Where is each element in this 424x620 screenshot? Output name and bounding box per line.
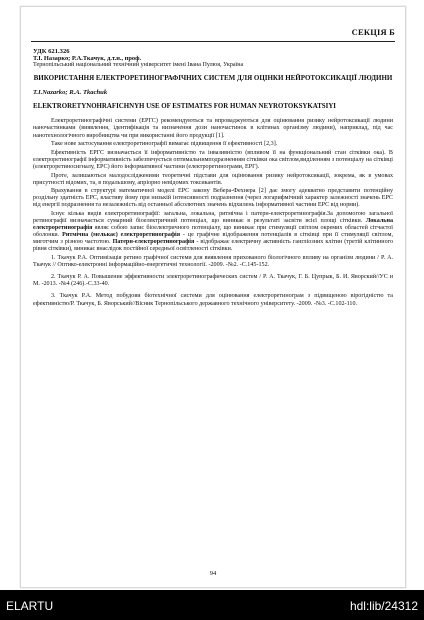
term-local-erg: Локальна електроретинографія [33, 218, 394, 232]
title-english: ELEKTRORETYNOHRAFICHNYH USE OF ESTIMATES FOR HUMAN NEYROTOKSYKATSIYI [33, 103, 336, 111]
pattern-erg-desc: - відображає електричну активність гангліозних клітин (третій клітинного рівня сітківки), виникає внаслідок постійної середньої освітленості сітківки. [33, 239, 394, 253]
references [33, 255, 393, 308]
authors-ukrainian: Т.І. Назарко; Р.А.Ткачук, д.т.н., проф. [33, 55, 142, 63]
paragraph: Врахування в структурі математичної моделі ЕРС закону Вебера-Фехнера [2] дає змогу адекватно представити потенційну роздільну здатність ЕРС, властиву йому при низькій інтенсивності подразнення (через логарифмічний характер залежності значень ЕРС від енергії подразнення та незалежність від останньої абсолютних значень відхилень інформативної частини ЕРС від норми). [33, 188, 393, 209]
page-content [33, 47, 393, 313]
document-page [20, 6, 406, 588]
paragraph: Електроретинографічні системи (ЕРГС) рекомендуються та впроваджуються для оцінювання ризику нейротоксикації людини наночастинками (виявлення, ідентифікація та визначення дози наночастинок в клітинах організму людини), наприклад, під час нанотехнологічного виробництва чи при використанні його продукції [1]. [33, 118, 393, 139]
reference-item: 2. Ткачук Р. А. Повышение эффективности электроретинографических систем / Р. А. Ткачук, Г. Б. Цупрык, Б. И. Яворский//УС и М. -2013. -№4 (246).-С.33-40. [33, 274, 393, 288]
repository-label: ELARTU [6, 599, 54, 613]
udk-code: УДК 621.326 [33, 48, 70, 55]
rhythmic-erg-desc: - це графічне відображення потенціалів в сітківці при її стимуляції світлом, миготчим з різною частотою. [33, 232, 393, 246]
term-rhythmic-erg: Ритмічна (мелькає) електроретинографія [62, 232, 181, 239]
affiliation: Тернопільський національний технічний університет імені Івана Пулюя, Україна [33, 62, 244, 69]
local-erg-desc: являє собою запис біоелектричного потенціалу, що виникає при стимуляції світлом окремих областей сітчастої оболонки. [33, 225, 393, 239]
page-number: 94 [209, 570, 217, 577]
paragraph-types-intro: Існує кілька видів електроретинографії: загальна, локальна, ритмічна і патерн-електроретинографія.За допомогою загальної ретинографії визначається сумарний біоелектричний потенціал, що виникає в результаті засвіти всієї площі сітківки. [33, 211, 393, 225]
header-rule [31, 41, 395, 42]
term-pattern-erg: Патерн-електроретинографія [112, 239, 195, 246]
footer-bar [0, 590, 424, 620]
section-tag: СЕКЦІЯ Б [351, 27, 395, 37]
paragraph: Таке нове застосування електроретинографії вимагає підвищення її ефективності [2,3]. [51, 141, 278, 148]
paragraph: Ефективність ЕРГС визначається її інформативністю та інвазивністю (впливом її на функціональний стан сітківки ока). В електроретинографії інформативність забезпечується оптимальнимподразненням сітківки ока світлом,виділенням з потенціалу на сітківці (електроретиносигналу, ЕРС) його інформативної частини (електроретинограми, ЕРГ). [33, 149, 393, 170]
handle-link[interactable]: hdl:lib/24312 [349, 599, 418, 613]
authors-english: T.I.Nazarko; R.A. Tkachuk [33, 89, 108, 97]
reference-item: 1. Ткачук Р.А. Оптимізація ретино графічної системи для виявлення прихованого біологічного впливу на організм людини / Р. А. Ткачук // Оптико-електронні інформаційно-енергетичні технології. -2009. -№2. -С.145-152. [33, 255, 393, 269]
paragraph-types [33, 211, 393, 254]
body-text [33, 118, 393, 253]
reference-item: 3. Ткачук Р.А. Метод побудови біотехнічної системи для оцінювання електроретинограм з підвищеною вірогідністю та ефективністю/Р. Ткачук, Б. Яворський//Вісник Тернопільського державного технічного університету. -2009. -№3. -С.102-110. [33, 293, 393, 307]
title-ukrainian: ВИКОРИСТАННЯ ЕЛЕКТРОРЕТИНОГРАФІЧНИХ СИСТЕМ ДЛЯ ОЦІНКИ НЕЙРОТОКСИКАЦІЇ ЛЮДИНИ [33, 74, 393, 83]
paragraph: Проте, залишаються малодослідженими теоретичні підстави для оцінювання ризику нейротоксикації, зокрема, як в умовах присутності відомих, та, в подальшому, апріорно невідомих токсикантів. [33, 172, 393, 186]
